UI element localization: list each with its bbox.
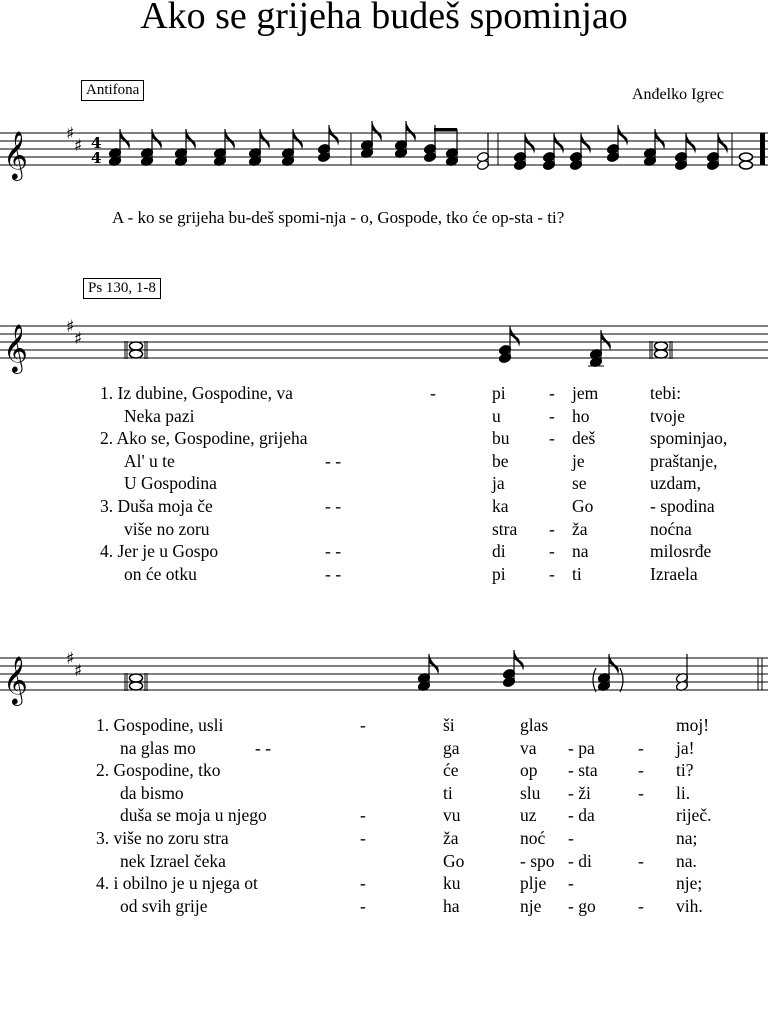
whole-note — [740, 161, 753, 169]
verse-cell: - - — [325, 496, 342, 516]
verse-cell: milosrđe — [650, 541, 712, 562]
verse-cell: - — [549, 541, 555, 562]
verse-cell: - go — [568, 895, 596, 916]
verse-cell: ku — [443, 873, 461, 894]
verse-cell: on će otku — [124, 563, 197, 584]
verse-cell: je — [572, 450, 585, 471]
flag — [329, 125, 339, 146]
verse-cell: od svih grije — [120, 895, 208, 916]
flag — [372, 121, 382, 142]
flag — [686, 133, 696, 154]
flag — [609, 654, 619, 675]
verse-cell: - — [360, 873, 366, 894]
flag — [429, 654, 439, 675]
flag — [260, 129, 270, 150]
verse-cell: noć — [520, 828, 546, 848]
verse-cell: - di — [568, 850, 592, 871]
psalm-label: Ps 130, 1-8 — [83, 278, 161, 299]
verse-cell: Izraela — [650, 563, 698, 584]
verse-cell: - — [549, 563, 555, 584]
verse-cell: - — [360, 715, 366, 735]
verse-cell: uzdam, — [650, 473, 702, 494]
verse-cell: ža — [572, 518, 588, 539]
verse-cell: se — [572, 473, 587, 494]
verse-cell: ka — [492, 496, 509, 516]
sharp-f-icon: ♯ — [66, 317, 75, 337]
flag — [525, 133, 535, 154]
verse-cell: jem — [572, 383, 599, 403]
verse-cell: ti — [572, 563, 582, 584]
flag — [618, 125, 628, 146]
verse-cell: ši — [443, 715, 455, 735]
breve-notehead — [130, 342, 143, 350]
verse-cell: moj! — [676, 715, 710, 735]
verse-cell: - — [549, 383, 555, 403]
verse-cell: - — [638, 850, 644, 871]
verse-cell: Go — [443, 850, 465, 871]
time-signature-top: 4 — [91, 134, 102, 152]
flag — [293, 129, 303, 150]
verse-cell: - pa — [568, 737, 595, 758]
page-title: Ako se grijeha budeš spominjao — [140, 0, 628, 37]
verse-cell: deš — [572, 428, 596, 449]
sharp-c-icon: ♯ — [74, 329, 83, 349]
verse-cell: ga — [443, 737, 460, 758]
verse-cell: 4. i obilno je u njega ot — [96, 873, 258, 894]
verse-cell: li. — [676, 782, 691, 803]
verse-cell: - spodina — [650, 496, 715, 516]
antiphon-staff — [0, 110, 768, 190]
verse-cell: glas — [520, 715, 549, 735]
flag — [406, 121, 416, 142]
sharp-f-icon: ♯ — [66, 124, 75, 144]
flag — [718, 133, 728, 154]
psalm-staff-2 — [0, 640, 768, 720]
verse-cell: riječ. — [676, 805, 712, 826]
verse-cell: - - — [325, 450, 342, 471]
verse-cell: bu — [492, 428, 510, 449]
flag — [186, 129, 196, 150]
verse-cell: - — [360, 805, 366, 826]
flag — [120, 129, 130, 150]
paren-left — [593, 668, 596, 692]
verse-cell: 3. više no zoru stra — [96, 828, 229, 848]
verse-cell: - — [360, 895, 366, 916]
verse-cell: da bismo — [120, 782, 184, 803]
flag — [510, 326, 520, 347]
verse-cell: - - — [255, 737, 272, 758]
treble-clef-icon: 𝄞 — [3, 323, 28, 372]
breve-notehead — [130, 350, 143, 358]
verse-cell: vu — [443, 805, 461, 826]
verse-cell: va — [520, 737, 537, 758]
verse-cell: uz — [520, 805, 537, 826]
verse-cell: - da — [568, 805, 595, 826]
verse-cell: - ži — [568, 782, 591, 803]
verse-cell: 2. Gospodine, tko — [96, 760, 221, 781]
psalm-notes-2 — [125, 650, 689, 692]
verse-cell: na — [572, 541, 589, 562]
sharp-c-icon: ♯ — [74, 136, 83, 156]
verse-cell: slu — [520, 782, 541, 803]
psalm-staff-1 — [0, 310, 768, 390]
verse-cell: - - — [325, 563, 342, 584]
verse-cell: - — [568, 828, 574, 848]
verse-cell: na. — [676, 850, 697, 871]
verse-cell: - — [638, 737, 644, 758]
verse-cell: stra — [492, 518, 518, 539]
flag — [655, 129, 665, 150]
verse-cell: be — [492, 450, 509, 471]
antiphon-notes — [108, 121, 752, 171]
verse-cell: - — [430, 383, 436, 403]
paren-right — [620, 668, 623, 692]
flag — [225, 129, 235, 150]
verse-cell: spominjao, — [650, 428, 728, 449]
verse-cell: 1. Gospodine, usli — [96, 715, 224, 735]
flag — [514, 650, 524, 671]
verse-cell: tebi: — [650, 383, 682, 403]
verse-cell: pi — [492, 383, 506, 403]
verse-cell: ja — [492, 473, 505, 494]
verse-cell: na glas mo — [120, 737, 196, 758]
verse-cell: di — [492, 541, 506, 562]
verse-cell: 2. Ako se, Gospodine, grijeha — [100, 428, 308, 449]
verse-cell: nje; — [676, 873, 703, 894]
verse-cell: Go — [572, 496, 594, 516]
verse-cell: će — [443, 760, 459, 781]
beam — [434, 128, 457, 132]
verse-cell: na; — [676, 828, 698, 848]
verse-cell: ha — [443, 895, 460, 916]
flag — [152, 129, 162, 150]
time-signature-bottom: 4 — [91, 149, 102, 167]
verse-cell: U Gospodina — [124, 473, 217, 494]
verse-cell: - — [638, 782, 644, 803]
flag — [554, 133, 564, 154]
breve-notehead — [655, 342, 668, 350]
verse-cell: Al' u te — [124, 450, 175, 471]
verse-cell: u — [492, 405, 501, 426]
breve-notehead — [655, 350, 668, 358]
verse-cell: - — [638, 760, 644, 781]
flag — [581, 133, 591, 154]
verse-cell: - - — [325, 541, 342, 562]
verse-cell: - — [360, 828, 366, 848]
verse-cell: pi — [492, 563, 506, 584]
verse-cell: 3. Duša moja če — [100, 496, 213, 516]
sharp-f-icon: ♯ — [66, 649, 75, 669]
verse-cell: - — [549, 428, 555, 449]
verse-cell: tvoje — [650, 405, 685, 426]
verse-cell: praštanje, — [650, 450, 718, 471]
breve-notehead — [130, 674, 143, 682]
verse-cell: 4. Jer je u Gospo — [100, 541, 219, 562]
verse-cell: - — [568, 873, 574, 894]
verse-cell: ti? — [676, 760, 694, 781]
treble-clef-icon: 𝄞 — [3, 130, 28, 179]
verse-cell: - — [549, 518, 555, 539]
verse-cell: plje — [520, 873, 547, 894]
antiphon-lyrics: A - ko se grijeha bu-deš spomi-nja - o, Gospode, tko će op-sta - ti? — [112, 208, 565, 227]
sharp-c-icon: ♯ — [74, 661, 83, 681]
verse-cell: ža — [443, 828, 459, 848]
verse-cell: - — [638, 895, 644, 916]
verse-cell: - spo — [520, 850, 555, 871]
verse-cell: - sta — [568, 760, 598, 781]
verse-cell: ho — [572, 405, 590, 426]
flag — [601, 330, 611, 351]
verse-cell: duša se moja u njego — [120, 805, 267, 826]
whole-note — [740, 153, 753, 161]
breve-notehead — [130, 682, 143, 690]
verse-cell: op — [520, 760, 538, 781]
verse-cell: vih. — [676, 895, 703, 916]
antiphon-label: Antifona — [81, 80, 144, 101]
verse-cell: nje — [520, 895, 542, 916]
psalm-notes-1 — [125, 326, 672, 368]
composer-name: Anđelko Igrec — [632, 86, 724, 103]
treble-clef-icon: 𝄞 — [3, 655, 28, 704]
verse-cell: 1. Iz dubine, Gospodine, va — [100, 383, 293, 403]
verse-cell: više no zoru — [124, 518, 210, 539]
verse-cell: ti — [443, 782, 453, 803]
verse-cell: - — [549, 405, 555, 426]
verse-cell: ja! — [676, 737, 695, 758]
verse-cell: Neka pazi — [124, 405, 195, 426]
verse-cell: nek Izrael čeka — [120, 850, 226, 871]
verse-cell: noćna — [650, 518, 692, 539]
